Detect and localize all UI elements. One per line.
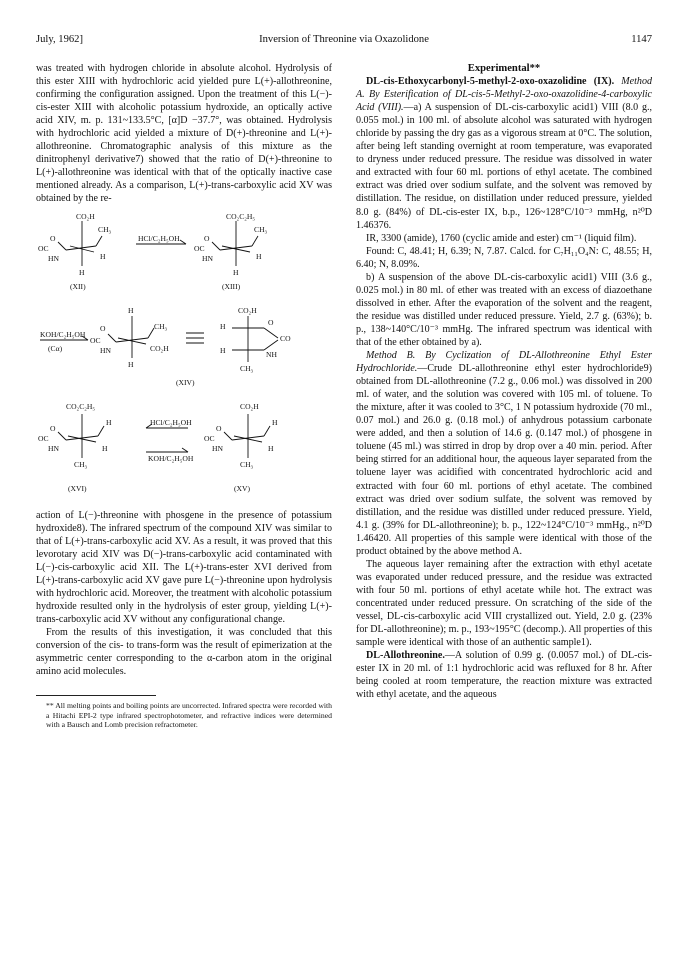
header-date: July, 1962] xyxy=(36,34,83,45)
xiv-a-o: O xyxy=(100,323,106,333)
xvi-o: O xyxy=(50,423,56,433)
header-title: Inversion of Threonine via Oxazolidone xyxy=(259,34,429,45)
method-a-paragraph xyxy=(356,75,652,232)
allothreonine-paragraph xyxy=(356,649,652,701)
xiv-a-h-top: H xyxy=(128,305,134,315)
xv-h1: H xyxy=(272,417,278,427)
label-xv: (XV) xyxy=(234,483,251,493)
equivalence-sign xyxy=(186,333,204,343)
right-column xyxy=(356,62,652,701)
reagent-koh-2: KOH/C₂H₅OH xyxy=(148,453,194,463)
structure-xvi xyxy=(58,414,104,458)
aqueous-layer-paragraph: The aqueous layer remaining after the extraction with ethyl acetate was evaporated under reduced pressure, and the residue was extracted with four 50 ml. portions of ethyl acetate while hot. The extract was concentrated under reduced pressure. On scratching of the side of the vessel, DL-cis-carboxylic acid VIII crystallized out. Yield, 2.0 g. (23% for DL-allothreonine); m. p., 193~195°C (decomp.). All properties of this sample were identical with those of an authentic sample1). xyxy=(356,558,652,649)
xiii-ch3: CH₃ xyxy=(254,224,268,234)
reagent-koh-1: KOH/C₂H₅OH xyxy=(40,329,86,339)
xiv-b-nh: NH xyxy=(266,349,277,359)
left-paragraph-1: was treated with hydrogen chloride in absolute alcohol. Hydrolysis of this ester XIII with hydrochloric acid yielded pure L(+)-allothreonine, confirming the configuration assigned. Upon the treatment of this L(−)-cis-ester XIII with alcoholic potassium hydroxide, an optically active acid XIV, m. p. 131~133.5°C, [α]D −37.7°, was obtained. Hydrolysis with hydrochloric acid yielded a mixture of D(+)-threonine and L(+)-allothreonine. Chromatographic analysis of this mixture as the dinitrophenyl derivative7) showed that the ratio of D(+)-threonine to L(+)-allothreonine was identical with that of the optically inactive case mentioned already. As a comparison, L(+)-trans-carboxylic acid XV was obtained by the re- xyxy=(36,63,332,205)
left-paragraph-2: action of L(−)-threonine with phosgene in the presence of potassium hydroxide8). The infrared spectrum of the compound XIV was similar to that of L(+)-trans-carboxylic acid XV. As a result, it was proved that this levorotary acid XIV was D(−)-trans-carboxylic acid contaminated with L(−)-cis-carboxylic acid XII. The L(+)-trans-ester XVI derived from L(+)-trans-carboxylic acid XV gave pure L(−)-threonine upon hydrolysis with hydrochloric acid. Moreover, the treatment with alcoholic potassium hydroxide resulted only in the hydrolysis of ester group, yielding L(+)-trans-carboxylic acid XV without any configurational change. xyxy=(36,509,332,625)
xii-h2: H xyxy=(79,267,85,277)
label-xii: (XII) xyxy=(70,281,86,291)
xv-hn: HN xyxy=(212,443,223,453)
label-xvi: (XVI) xyxy=(68,483,87,493)
xv-h2: H xyxy=(268,443,274,453)
left-column xyxy=(36,62,332,730)
xiv-a-oc: OC xyxy=(90,335,101,345)
method-a-b-paragraph: b) A suspension of the above DL-cis-carboxylic acid1) VIII (3.6 g., 0.025 mol.) in 80 ml. of ether was treated with an excess of diazoethane dissolved in ether. After the evaporation of the solvent and the reagent, the residue was distilled under reduced pressure. Yield, 2.7 g. (63%); b. p., 138~140°C/10⁻³ mmHg. The infrared spectrum was identical with that of the ether obtained by a). xyxy=(356,271,652,348)
xiii-co2c2h5: CO₂C₂H₅ xyxy=(226,211,256,221)
xiv-a-hn: HN xyxy=(100,345,111,355)
xii-o: O xyxy=(50,233,56,243)
xiv-b-o: O xyxy=(268,317,274,327)
structure-xiv-a xyxy=(108,316,154,358)
xii-oc: OC xyxy=(38,243,49,253)
reaction-scheme xyxy=(36,212,332,504)
xv-co2h: CO₂H xyxy=(240,401,259,411)
section-title: Experimental** xyxy=(467,63,541,74)
left-paragraph-3: From the results of this investigation, it was concluded that this conversion of the cis- to trans-form was the result of epimerization at the asymmetric center corresponding to the α-carbon atom in the original amino acid molecules. xyxy=(36,626,332,678)
xiv-b-co2h: CO₂H xyxy=(238,305,257,315)
structure-xii xyxy=(58,221,102,266)
arrows-xv-xvi xyxy=(146,424,188,452)
xiii-oc: OC xyxy=(194,243,205,253)
xvi-h1: H xyxy=(106,417,112,427)
page-number: 1147 xyxy=(631,34,652,45)
xiv-a-ch3: CH₃ xyxy=(154,321,168,331)
xvi-ch3: CH₃ xyxy=(74,459,88,469)
xv-o: O xyxy=(216,423,222,433)
xvi-h2: H xyxy=(102,443,108,453)
xvi-oc: OC xyxy=(38,433,49,443)
xiv-a-h-bot: H xyxy=(128,359,134,369)
reagent-hcl-2: HCl/C₂H₅OH xyxy=(150,417,192,427)
reagent-hcl-1: HCl/C₂H₅OH xyxy=(138,233,180,243)
method-a-text: —a) A suspension of DL-cis-carboxylic acid1) VIII (8.0 g., 0.055 mol.) in 100 ml. of absolute alcohol was saturated with hydrogen chloride by passing the dry gas as a vigorous stream at 0°C. The solution, after being left standing overnight at room temperature, was evaporated to dryness under reduced pressure. The residue was dissolved in water and extracted with four 60 ml. portions of ethyl acetate. The combined extract was dried over sodium sulfate, and the solvent was removed by distillation. The residue, on distillation under reduced pressure, yielded 8.0 g. (84%) of DL-cis-ester IX, b.p., 126~128°C/10⁻³ mmHg, n²⁰D 1.46376. xyxy=(356,102,652,231)
xiv-a-co2h: CO₂H xyxy=(150,343,169,353)
xvi-hn: HN xyxy=(48,443,59,453)
allothreonine-title: DL-Allothreonine. xyxy=(366,650,445,662)
xii-hn: HN xyxy=(48,253,59,263)
structure-xiii xyxy=(212,221,258,266)
xvi-co2c2h5: CO₂C₂H₅ xyxy=(66,401,96,411)
compound-title-ix: DL-cis-Ethoxycarbonyl-5-methyl-2-oxo-oxazolidine (IX). xyxy=(366,76,615,88)
xv-oc: OC xyxy=(204,433,215,443)
xiv-b-h1: H xyxy=(220,321,226,331)
xiv-b-ch3: CH₃ xyxy=(240,363,254,373)
structure-xv xyxy=(224,414,270,458)
footnote: ** All melting points and boiling points are uncorrected. Infrared spectra were recorded with a Hitachi EPI-2 type infrared spectrophotometer, and refractive indices were determined with a Bausch and Lomb precision refractometer. xyxy=(46,701,332,730)
running-header xyxy=(36,34,652,50)
reagent-koh-note: (Cα) xyxy=(48,343,63,353)
footnote-rule xyxy=(36,695,156,696)
xiii-h1: H xyxy=(256,251,262,261)
xiii-h2: H xyxy=(233,267,239,277)
xii-ch3: CH₃ xyxy=(98,224,112,234)
method-b-text: —Crude DL-allothreonine ethyl ester hydrochloride9) obtained from DL-allothreonine (7.2 g., 0.06 mol.) was dissolved in 200 ml. of water, and the solution was covered with 105 ml. of toluene. To the mixture, after it was cooled to 3°C, 1 N potassium hydroxide (70 ml., 0.07 mol.) and 26.0 g. (0.18 mol.) of anhydrous potassium carbonate were added, and then a solution of 14.6 g. (0.147 mol.) of phosgene in toluene (45 ml.) was stirred in drop by drop over a 40 min. period. After being stirred for an additional hour, the aqueous layer separated from the toluene layer was acidified with concentrated hydrochloric acid and extracted with four 60 ml. portions of ethyl acetate. The combined extract was dried over sodium sulfate, the solvent was removed by distillation, and the residue was distilled under reduced pressure. Yield, 4.1 g. (39% for DL-allothreonine); b. p., 122~124°C/10⁻³ mmHg., n²⁰D 1.46420. All properties of this sample were identical with those of the product obtained by the above method A. xyxy=(356,363,652,557)
xiv-b-co: CO xyxy=(280,333,291,343)
xii-h1: H xyxy=(100,251,106,261)
label-xiv: (XIV) xyxy=(176,377,195,387)
method-a-heading: Method A. By Esterification of DL-cis-5-Methyl-2-oxo-oxazolidine-4-carboxylic Acid (VIII). xyxy=(356,76,652,114)
xv-ch3: CH₃ xyxy=(240,459,254,469)
ir-data: IR, 3300 (amide), 1760 (cyclic amide and ester) cm⁻¹ (liquid film). xyxy=(366,232,637,244)
allothreonine-text: —A solution of 0.99 g. (0.0057 mol.) of DL-cis-ester IX in 20 ml. of 1:1 hydrochloric acid was refluxed for 8 hr. After being cooled at room temperature, the reaction mixture was extracted with ethyl acetate, and the aqueous xyxy=(356,650,652,701)
method-b-heading: Method B. By Cyclization of DL-Allothreonine Ethyl Ester Hydrochloride. xyxy=(356,350,652,375)
xiii-hn: HN xyxy=(202,253,213,263)
label-xiii: (XIII) xyxy=(222,281,241,291)
xii-co2h: CO₂H xyxy=(76,211,95,221)
method-b-paragraph xyxy=(356,349,652,558)
xiv-b-h2: H xyxy=(220,345,226,355)
analysis-data: Found: C, 48.41; H, 6.39; N, 7.87. Calcd. for C₇H₁₁O₄N: C, 48.55; H, 6.40; N, 8.09%. xyxy=(356,245,652,270)
xiii-o: O xyxy=(204,233,210,243)
